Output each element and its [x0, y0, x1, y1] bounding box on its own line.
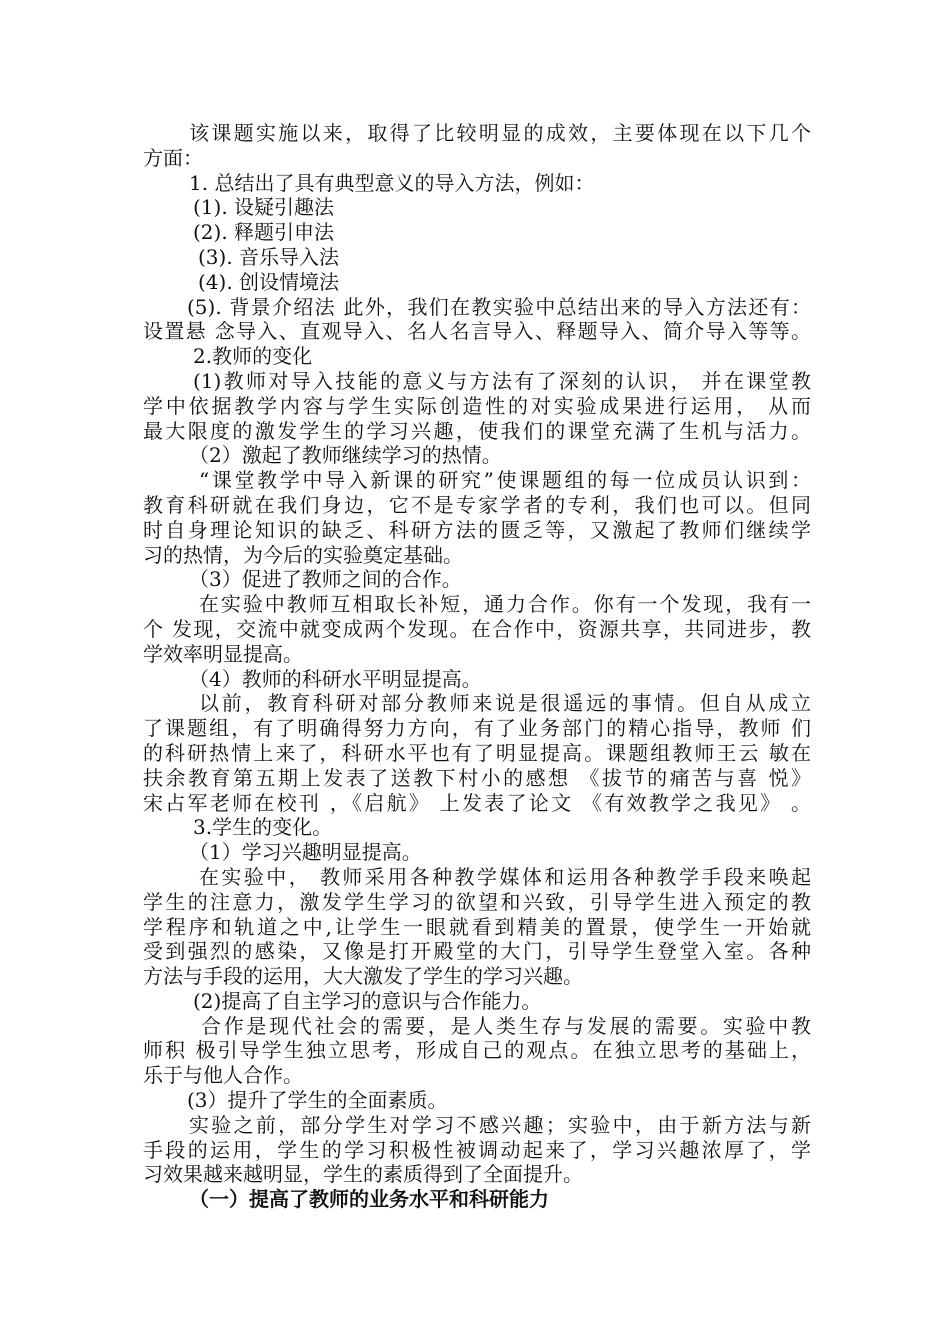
text-line: (2). 释题引申法 [193, 220, 335, 245]
text-line: (2)提高了自主学习的意识与合作能力。 [193, 988, 542, 1013]
text-line: (3). 音乐导入法 [198, 244, 340, 269]
text-line: （1）学习兴趣明显提高。 [189, 840, 422, 865]
text-line: 方面： [143, 145, 203, 170]
text-line: （4）教师的科研水平明显提高。 [189, 666, 482, 691]
text-line: (5). 背景介绍法 此外，我们在教实验中总结出来的导入方法还有： [187, 294, 811, 319]
text-line: 设置悬 念导入、直观导入、名人名言导入、释题导入、简介导入等等。 [143, 319, 811, 344]
text-line: “课堂教学中导入新课的研究”使课题组的每一位成员认识到： [199, 468, 811, 493]
text-line: （2）激起了教师继续学习的热情。 [189, 443, 502, 468]
text-line: 方法与手段的运用，大大激发了学生的学习兴趣。 [143, 964, 583, 989]
text-line: 在实验中教师互相取长补短，通力合作。你有一个发现，我有一 [199, 592, 811, 617]
text-line: 该课题实施以来，取得了比较明显的成效，主要体现在以下几个 [189, 121, 811, 145]
text-line: 实验之前，部分学生对学习不感兴趣；实验中，由于新方法与新 [189, 1112, 811, 1137]
text-line: 手段的运用，学生的学习积极性被调动起来了，学习兴趣浓厚了，学 [143, 1137, 811, 1162]
text-line: （3）促进了教师之间的合作。 [189, 567, 462, 592]
text-line: 习效果越来越明显，学生的素质得到了全面提升。 [143, 1162, 583, 1187]
text-line: 了课题组，有了明确得努力方向，有了业务部门的精心指导，教师 们 [143, 716, 811, 741]
text-line: 在实验中， 教师采用各种教学媒体和运用各种教学手段来唤起 [199, 864, 811, 889]
text-line: 习的热情，为今后的实验奠定基础。 [143, 542, 463, 567]
text-line: 宋占军老师在校刊 ，《启航》 上发表了论文 《有效教学之我见》 。 [143, 790, 811, 815]
text-line: 教育科研就在我们身边，它不是专家学者的专利，我们也可以。但同 [143, 492, 811, 517]
text-line: 学中依据教学内容与学生实际创造性的对实验成果进行运用， 从而 [143, 393, 811, 418]
text-line: 以前，教育科研对部分教师来说是很遥远的事情。但自从成立 [199, 691, 811, 716]
text-line: (4). 创设情境法 [198, 269, 340, 294]
text-line: 2.教师的变化 [193, 344, 313, 369]
text-line: 受到强烈的感染，又像是打开殿堂的大门，引导学生登堂入室。各种 [143, 939, 811, 964]
text-line: 扶余教育第五期上发表了送教下村小的感想 《拔节的痛苦与喜 悦》 [143, 765, 811, 790]
section-heading: （一）提高了教师的业务水平和科研能力 [189, 1187, 549, 1212]
text-line: 学效率明显提高。 [143, 641, 303, 666]
text-line: (1)教师对导入技能的意义与方法有了深刻的认识， 并在课堂教 [193, 368, 811, 393]
text-line: 师积 极引导学生独立思考，形成自己的观点。在独立思考的基础上， [143, 1038, 811, 1063]
text-line: 1. 总结出了具有典型意义的导入方法，例如： [189, 170, 595, 195]
text-line: 学生的注意力，激发学生学习的欲望和兴致，引导学生进入预定的教 [143, 889, 811, 914]
text-line: (1). 设疑引趣法 [193, 195, 335, 220]
text-line: 3.学生的变化。 [193, 815, 333, 840]
document-page [143, 121, 811, 1212]
text-line: 合作是现代社会的需要，是人类生存与发展的需要。实验中教 [201, 1013, 811, 1038]
text-line: 学程序和轨道之中,让学生一眼就看到精美的置景，使学生一开始就 [143, 914, 811, 939]
text-line: 最大限度的激发学生的学习兴趣，使我们的课堂充满了生机与活力。 [143, 418, 811, 443]
text-line: 个 发现，交流中就变成两个发现。在合作中，资源共享，共同进步，教 [143, 616, 811, 641]
text-line: (3）提升了学生的全面素质。 [187, 1088, 448, 1113]
text-line: 乐于与他人合作。 [143, 1063, 303, 1088]
text-line: 时自身理论知识的缺乏、科研方法的匮乏等，又激起了教师们继续学 [143, 517, 811, 542]
text-line: 的科研热情上来了，科研水平也有了明显提高。课题组教师王云 敏在 [143, 740, 811, 765]
